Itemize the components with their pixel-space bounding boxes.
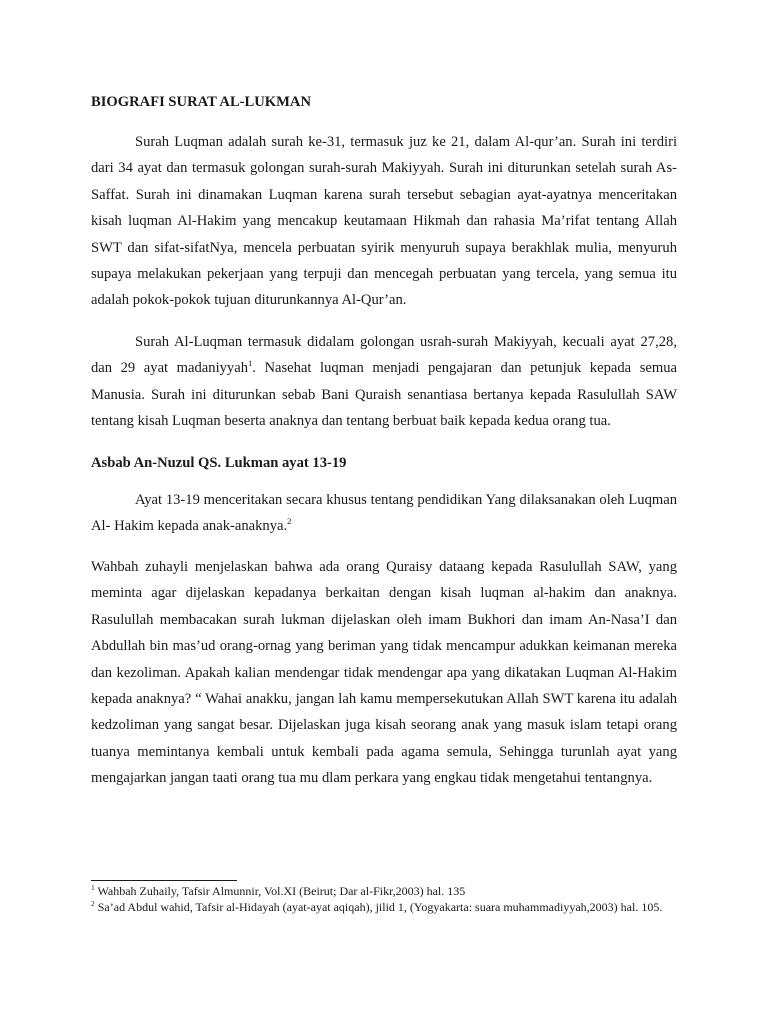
document-title: BIOGRAFI SURAT AL-LUKMAN — [91, 94, 312, 110]
paragraph-makiyyah-text-1: Surah Al-Luqman termasuk didalam golongan usrah-surah Makiyyah, kecuali ayat 27,28, dan 29 ayat madaniyyah — [91, 334, 677, 377]
footnote-2 — [91, 899, 677, 915]
footnote-number: 1 — [91, 883, 95, 892]
section-heading-asbab-nuzul: Asbab An-Nuzul QS. Lukman ayat 13-19 — [91, 455, 347, 471]
paragraph-wahbah-zuhayli: Wahbah zuhayli menjelaskan bahwa ada orang Quraisy dataang kepada Rasulullah SAW, yang meminta agar dijelaskan kepadanya berkaitan dengan kisah luqman al-hakim dan anaknya. Rasulullah membacakan surah lukman dijelaskan oleh imam Bukhori dan imam An-Nasa’I dan Abdullah bin mas’ud orang-ornag yang beriman yang tidak mencampur adukkan keimanan mereka dan kezoliman. Apakah kalian mendengar tidak mendengar apa yang dikatakan Luqman Al-Hakim kepada anaknya? “ Wahai anakku, jangan lah kamu mempersekutukan Allah SWT karena itu adalah kedzoliman yang sangat besar. Dijelaskan juga kisah seorang anak yang masuk islam tetapi orang tuanya memintanya kembali untuk kembali pada agama semula, Sehingga turunlah ayat yang mengajarkan jangan taati orang tua mu dlam perkara yang engkau tidak mengetahui tentangnya. — [91, 559, 677, 787]
paragraph-ayat-13-19-text: Ayat 13-19 menceritakan secara khusus tentang pendidikan Yang dilaksanakan oleh Luqman Al- Hakim kepada anak-anaknya. — [91, 492, 677, 535]
footnote-ref-2[interactable]: 2 — [287, 516, 292, 527]
footnote-text: Wahbah Zuhaily, Tafsir Almunnir, Vol.XI (Beirut; Dar al-Fikr,2003) hal. 135 — [94, 884, 466, 898]
paragraph-biography: Surah Luqman adalah surah ke-31, termasuk juz ke 21, dalam Al-qur’an. Surah ini terdiri dari 34 ayat dan termasuk golongan surah-surah Makiyyah. Surah ini diturunkan setelah surah As-Saffat. Surah ini dinamakan Luqman karena surah tersebut sebagian ayat-ayatnya menceritakan kisah luqman Al-Hakim yang mencakup keutamaan Hikmah dan rahasia Ma’rifat tentang Allah SWT dan sifat-sifatNya, mencela perbuatan syirik menyuruh supaya berakhlak mulia, menyuruh supaya melakukan pekerjaan yang terpuji dan mencegah perbuatan yang tercela, yang semua itu adalah pokok-pokok tujuan diturunkannya Al-Qur’an. — [91, 134, 677, 309]
paragraph-makiyyah — [91, 329, 677, 435]
footnotes — [91, 883, 677, 915]
footnote-separator — [91, 880, 237, 881]
paragraph-ayat-13-19 — [91, 487, 677, 540]
footnote-text: Sa’ad Abdul wahid, Tafsir al-Hidayah (ayat-ayat aqiqah), jilid 1, (Yogyakarta: suara muhammadiyyah,2003) hal. 105. — [94, 900, 663, 914]
footnote-number: 2 — [91, 899, 95, 908]
paragraph-makiyyah-text-2: . Nasehat luqman menjadi pengajaran dan petunjuk kepada semua Manusia. Surah ini diturunkan sebab Bani Quraish senantiasa bertanya kepada Rasulullah SAW tentang kisah Luqman beserta anaknya dan tentang berbuat baik kepada kedua orang tua. — [91, 360, 677, 430]
footnote-ref-1[interactable]: 1 — [248, 358, 253, 369]
footnote-1 — [91, 883, 677, 899]
